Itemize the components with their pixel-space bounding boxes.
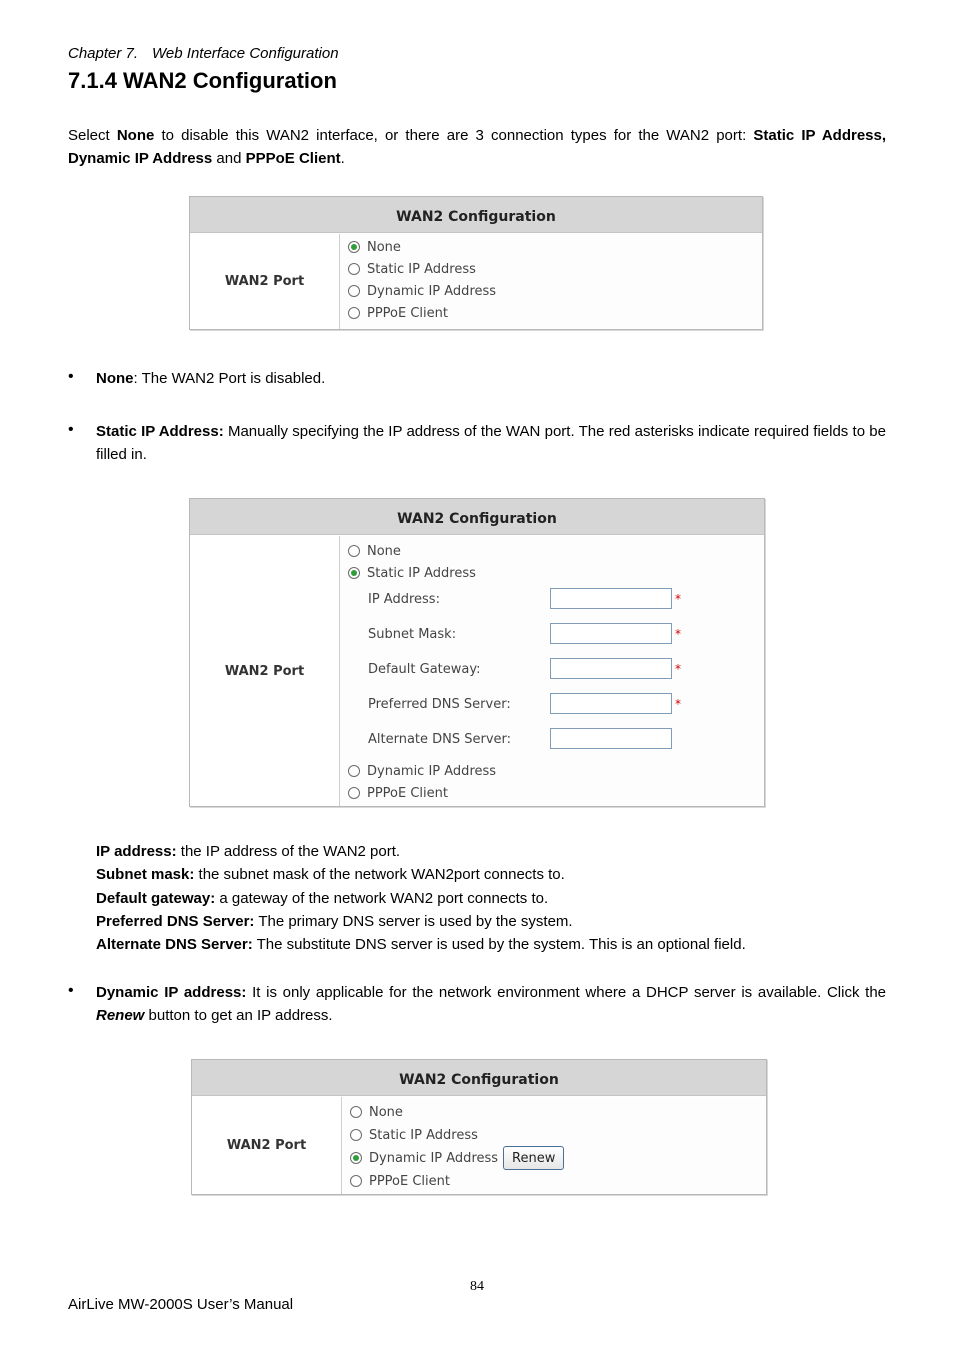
radio-empty-icon [348, 787, 360, 799]
radio-empty-icon [348, 307, 360, 319]
required-asterisk: * [675, 592, 681, 606]
wan2-config-panel-static [189, 498, 765, 807]
section-title: 7.1.4 WAN2 Configuration [68, 68, 337, 93]
radio-pppoe[interactable]: PPPoE Client [350, 1172, 450, 1190]
chapter-header: Chapter 7. Web Interface Configuration [68, 45, 339, 62]
bullet-mark: • [68, 421, 74, 438]
radio-empty-icon [350, 1106, 362, 1118]
radio-empty-icon [350, 1129, 362, 1141]
bullet-dynamic: Dynamic IP address: It is only applicable for the network environment where a DHCP server is available. Click the Renew button to get an IP address. [96, 984, 886, 1024]
radio-empty-icon [348, 765, 360, 777]
required-asterisk: * [675, 662, 681, 676]
ip-address-input[interactable] [550, 588, 672, 609]
definition-ip: IP address: the IP address of the WAN2 port. [96, 843, 401, 860]
subnet-mask-label: Subnet Mask: [368, 626, 457, 642]
required-asterisk: * [675, 697, 681, 711]
default-gateway-input[interactable] [550, 658, 672, 679]
radio-dynamic-ip[interactable]: Dynamic IP Address [348, 282, 496, 300]
radio-empty-icon [350, 1175, 362, 1187]
default-gateway-label: Default Gateway: [368, 661, 481, 677]
radio-pppoe[interactable]: PPPoE Client [348, 784, 448, 802]
footer-manual-title: AirLive MW-2000S User’s Manual [68, 1296, 294, 1313]
radio-static-ip[interactable]: Static IP Address [348, 260, 476, 278]
bullet-mark: • [68, 982, 74, 999]
field-definitions [96, 840, 746, 956]
subnet-mask-input[interactable] [550, 623, 672, 644]
preferred-dns-label: Preferred DNS Server: [368, 696, 511, 712]
definition-dns2: Alternate DNS Server: The substitute DNS server is used by the system. This is an optional field. [96, 936, 746, 954]
definition-mask: Subnet mask: the subnet mask of the network WAN2port connects to. [96, 866, 565, 884]
radio-static-ip[interactable]: Static IP Address [348, 564, 476, 582]
wan2-config-panel-dynamic [191, 1059, 767, 1195]
required-asterisk: * [675, 627, 681, 641]
radio-pppoe[interactable]: PPPoE Client [348, 304, 448, 322]
definition-gateway: Default gateway: a gateway of the network WAN2 port connects to. [96, 889, 549, 907]
radio-dynamic-ip[interactable]: Dynamic IP Address [348, 762, 496, 780]
panel-title: WAN2 Configuration [190, 499, 764, 535]
ip-address-label: IP Address: [368, 591, 440, 607]
page-number: 84 [470, 1279, 484, 1294]
intro-paragraph: Select None to disable this WAN2 interface, or there are 3 connection types for the WAN2 port: Static IP Address, Dynamic IP Address and PPPoE Client. [68, 127, 887, 167]
alternate-dns-input[interactable] [550, 728, 672, 749]
wan2-port-label: WAN2 Port [190, 234, 340, 329]
bullet-static: Static IP Address: Manually specifying the IP address of the WAN port. The red asterisks indicate required fields to be filled in. [96, 423, 886, 463]
preferred-dns-input[interactable] [550, 693, 672, 714]
radio-empty-icon [348, 545, 360, 557]
radio-empty-icon [348, 285, 360, 297]
bullet-mark: • [68, 368, 74, 385]
renew-button[interactable]: Renew [503, 1146, 564, 1170]
radio-none[interactable]: None [350, 1103, 403, 1121]
radio-selected-icon [348, 567, 360, 579]
panel-title: WAN2 Configuration [190, 197, 762, 233]
radio-selected-icon [350, 1152, 362, 1164]
bullet-none: None: The WAN2 Port is disabled. [96, 370, 326, 387]
radio-empty-icon [348, 263, 360, 275]
radio-none[interactable]: None [348, 542, 401, 560]
panel-title: WAN2 Configuration [192, 1060, 766, 1096]
definition-dns1: Preferred DNS Server: The primary DNS server is used by the system. [96, 912, 573, 930]
radio-none[interactable]: None [348, 238, 401, 256]
wan2-port-label: WAN2 Port [190, 536, 340, 806]
radio-static-ip[interactable]: Static IP Address [350, 1126, 478, 1144]
radio-selected-icon [348, 241, 360, 253]
wan2-port-label: WAN2 Port [192, 1097, 342, 1194]
alternate-dns-label: Alternate DNS Server: [368, 731, 512, 747]
radio-dynamic-ip[interactable]: Dynamic IP Address Renew [350, 1149, 564, 1167]
wan2-config-panel-none [189, 196, 763, 330]
